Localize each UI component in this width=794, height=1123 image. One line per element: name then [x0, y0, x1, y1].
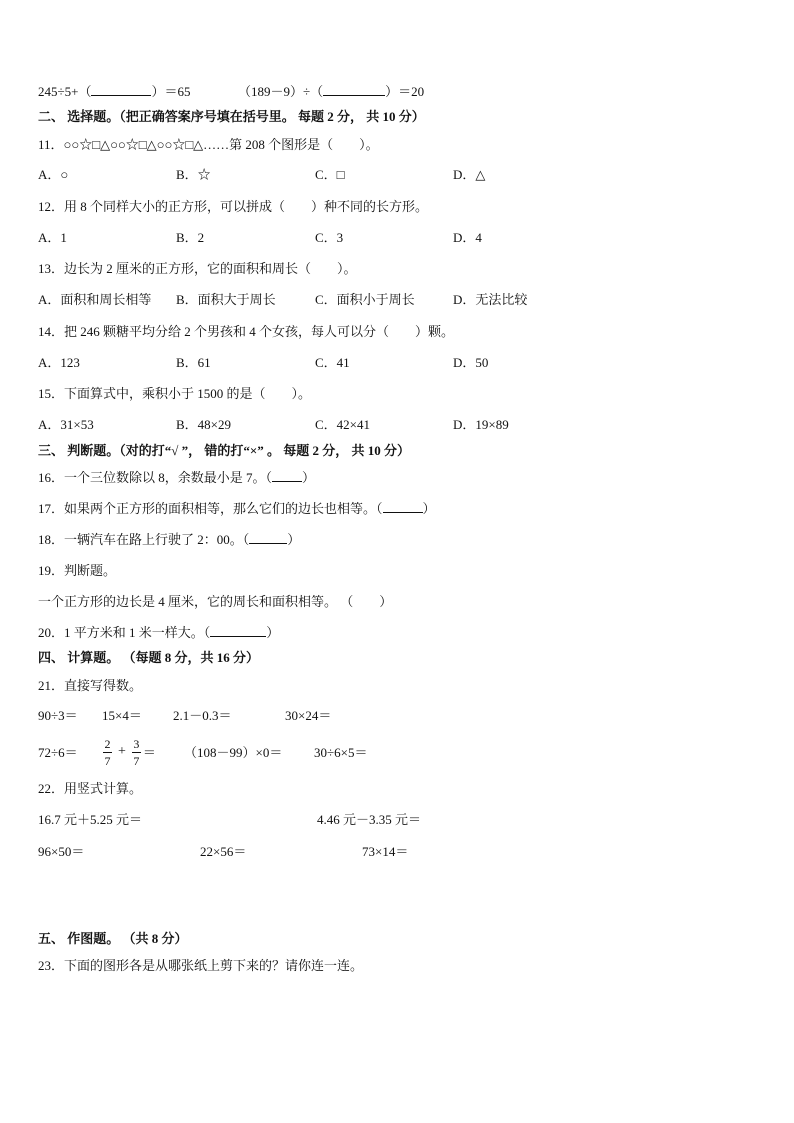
calc-item: 16.7 元＋5.25 元＝ — [38, 812, 143, 827]
answer-blank[interactable] — [210, 626, 266, 637]
option-b[interactable]: B．61 — [176, 355, 211, 370]
judge-question: 17．如果两个正方形的面积相等，那么它们的边长也相等。（ ） — [38, 501, 436, 516]
option-d[interactable]: D．4 — [453, 230, 482, 245]
answer-blank[interactable] — [249, 533, 287, 544]
option-a[interactable]: A．○ — [38, 167, 69, 182]
question-text: 22．用竖式计算。 — [38, 781, 143, 796]
option-c[interactable]: C．面积小于周长 — [315, 292, 415, 307]
option-d[interactable]: D．△ — [453, 167, 486, 182]
question-text: 23．下面的图形各是从哪张纸上剪下来的？请你连一连。 — [38, 958, 364, 973]
option-d[interactable]: D．19×89 — [453, 417, 509, 432]
calc-item: 96×50＝ — [38, 844, 85, 859]
option-d[interactable]: D．无法比较 — [453, 292, 528, 307]
option-c[interactable]: C．3 — [315, 230, 344, 245]
calc-item: 90÷3＝ — [38, 708, 78, 723]
section-header: 四、 计算题。 （每题 8 分，共 16 分） — [38, 650, 260, 665]
expr-2-left: （189－9）÷（ — [238, 84, 324, 99]
calc-item: 2.1－0.3＝ — [173, 708, 232, 723]
option-c[interactable]: C．42×41 — [315, 417, 371, 432]
question-text: 13．边长为 2 厘米的正方形，它的面积和周长（ ）。 — [38, 261, 357, 276]
option-c[interactable]: C．41 — [315, 355, 350, 370]
calc-item: 22×56＝ — [200, 844, 247, 859]
option-a[interactable]: A．1 — [38, 230, 67, 245]
question-text: 15．下面算式中，乘积小于 1500 的是（ ）。 — [38, 386, 312, 401]
fill-blank-line — [38, 85, 190, 98]
option-d[interactable]: D．50 — [453, 355, 489, 370]
judge-question: 19．判断题。 — [38, 563, 117, 578]
option-a[interactable]: A．123 — [38, 355, 80, 370]
question-text: 21．直接写得数。 — [38, 678, 143, 693]
question-text: 11．○○☆□△○○☆□△○○☆□△……第 208 个图形是（ ）。 — [38, 137, 379, 152]
calc-item: 4.46 元－3.35 元＝ — [317, 812, 422, 827]
calc-item: 30÷6×5＝ — [314, 745, 368, 760]
question-text: 14．把 246 颗糖平均分给 2 个男孩和 4 个女孩，每人可以分（ ）颗。 — [38, 324, 455, 339]
expr-1-left: 245÷5+（ — [38, 84, 92, 99]
option-a[interactable]: A．31×53 — [38, 417, 94, 432]
calc-item: （108－99）×0＝ — [184, 745, 283, 760]
fraction: $\frac{2}{7}$ — [104, 736, 111, 768]
judge-question: 18．一辆汽车在路上行驶了 2：00。（ ） — [38, 532, 301, 547]
calc-item: 15×4＝ — [102, 708, 142, 723]
answer-blank[interactable] — [383, 502, 423, 513]
option-b[interactable]: B．48×29 — [176, 417, 232, 432]
option-a[interactable]: A．面积和周长相等 — [38, 292, 152, 307]
section-header: 二、 选择题。（把正确答案序号填在括号里。 每题 2 分， 共 10 分） — [38, 109, 425, 124]
section-header: 五、 作图题。 （共 8 分） — [38, 931, 188, 946]
answer-blank[interactable] — [323, 85, 385, 96]
fraction: $\frac{3}{7}$ — [133, 736, 140, 768]
answer-blank[interactable] — [272, 471, 302, 482]
judge-statement: 一个正方形的边长是 4 厘米，它的周长和面积相等。 （ ） — [38, 594, 393, 609]
option-b[interactable]: B．2 — [176, 230, 205, 245]
question-text: 12．用 8 个同样大小的正方形，可以拼成（ ）种不同的长方形。 — [38, 199, 429, 214]
option-c[interactable]: C．□ — [315, 167, 345, 182]
calc-item: 73×14＝ — [362, 844, 409, 859]
section-header: 三、 判断题。（对的打“√ ”， 错的打“×” 。 每题 2 分， 共 10 分） — [38, 443, 411, 458]
judge-question: 20．1 平方米和 1 米一样大。（ ） — [38, 625, 280, 640]
answer-blank[interactable] — [91, 85, 151, 96]
option-b[interactable]: B．面积大于周长 — [176, 292, 276, 307]
expr-2-right: ）＝20 — [385, 84, 425, 99]
calc-item: 30×24＝ — [285, 708, 332, 723]
fraction-expression: $\frac{2}{7}$ + $\frac{3}{7}$ ＝ — [104, 736, 156, 768]
expr-1-right: ）＝65 — [151, 84, 191, 99]
judge-question: 16．一个三位数除以 8，余数最小是 7。（ ） — [38, 470, 316, 485]
option-b[interactable]: B．☆ — [176, 167, 211, 182]
fill-blank-line-2 — [238, 85, 424, 98]
calc-item: 72÷6＝ — [38, 745, 78, 760]
